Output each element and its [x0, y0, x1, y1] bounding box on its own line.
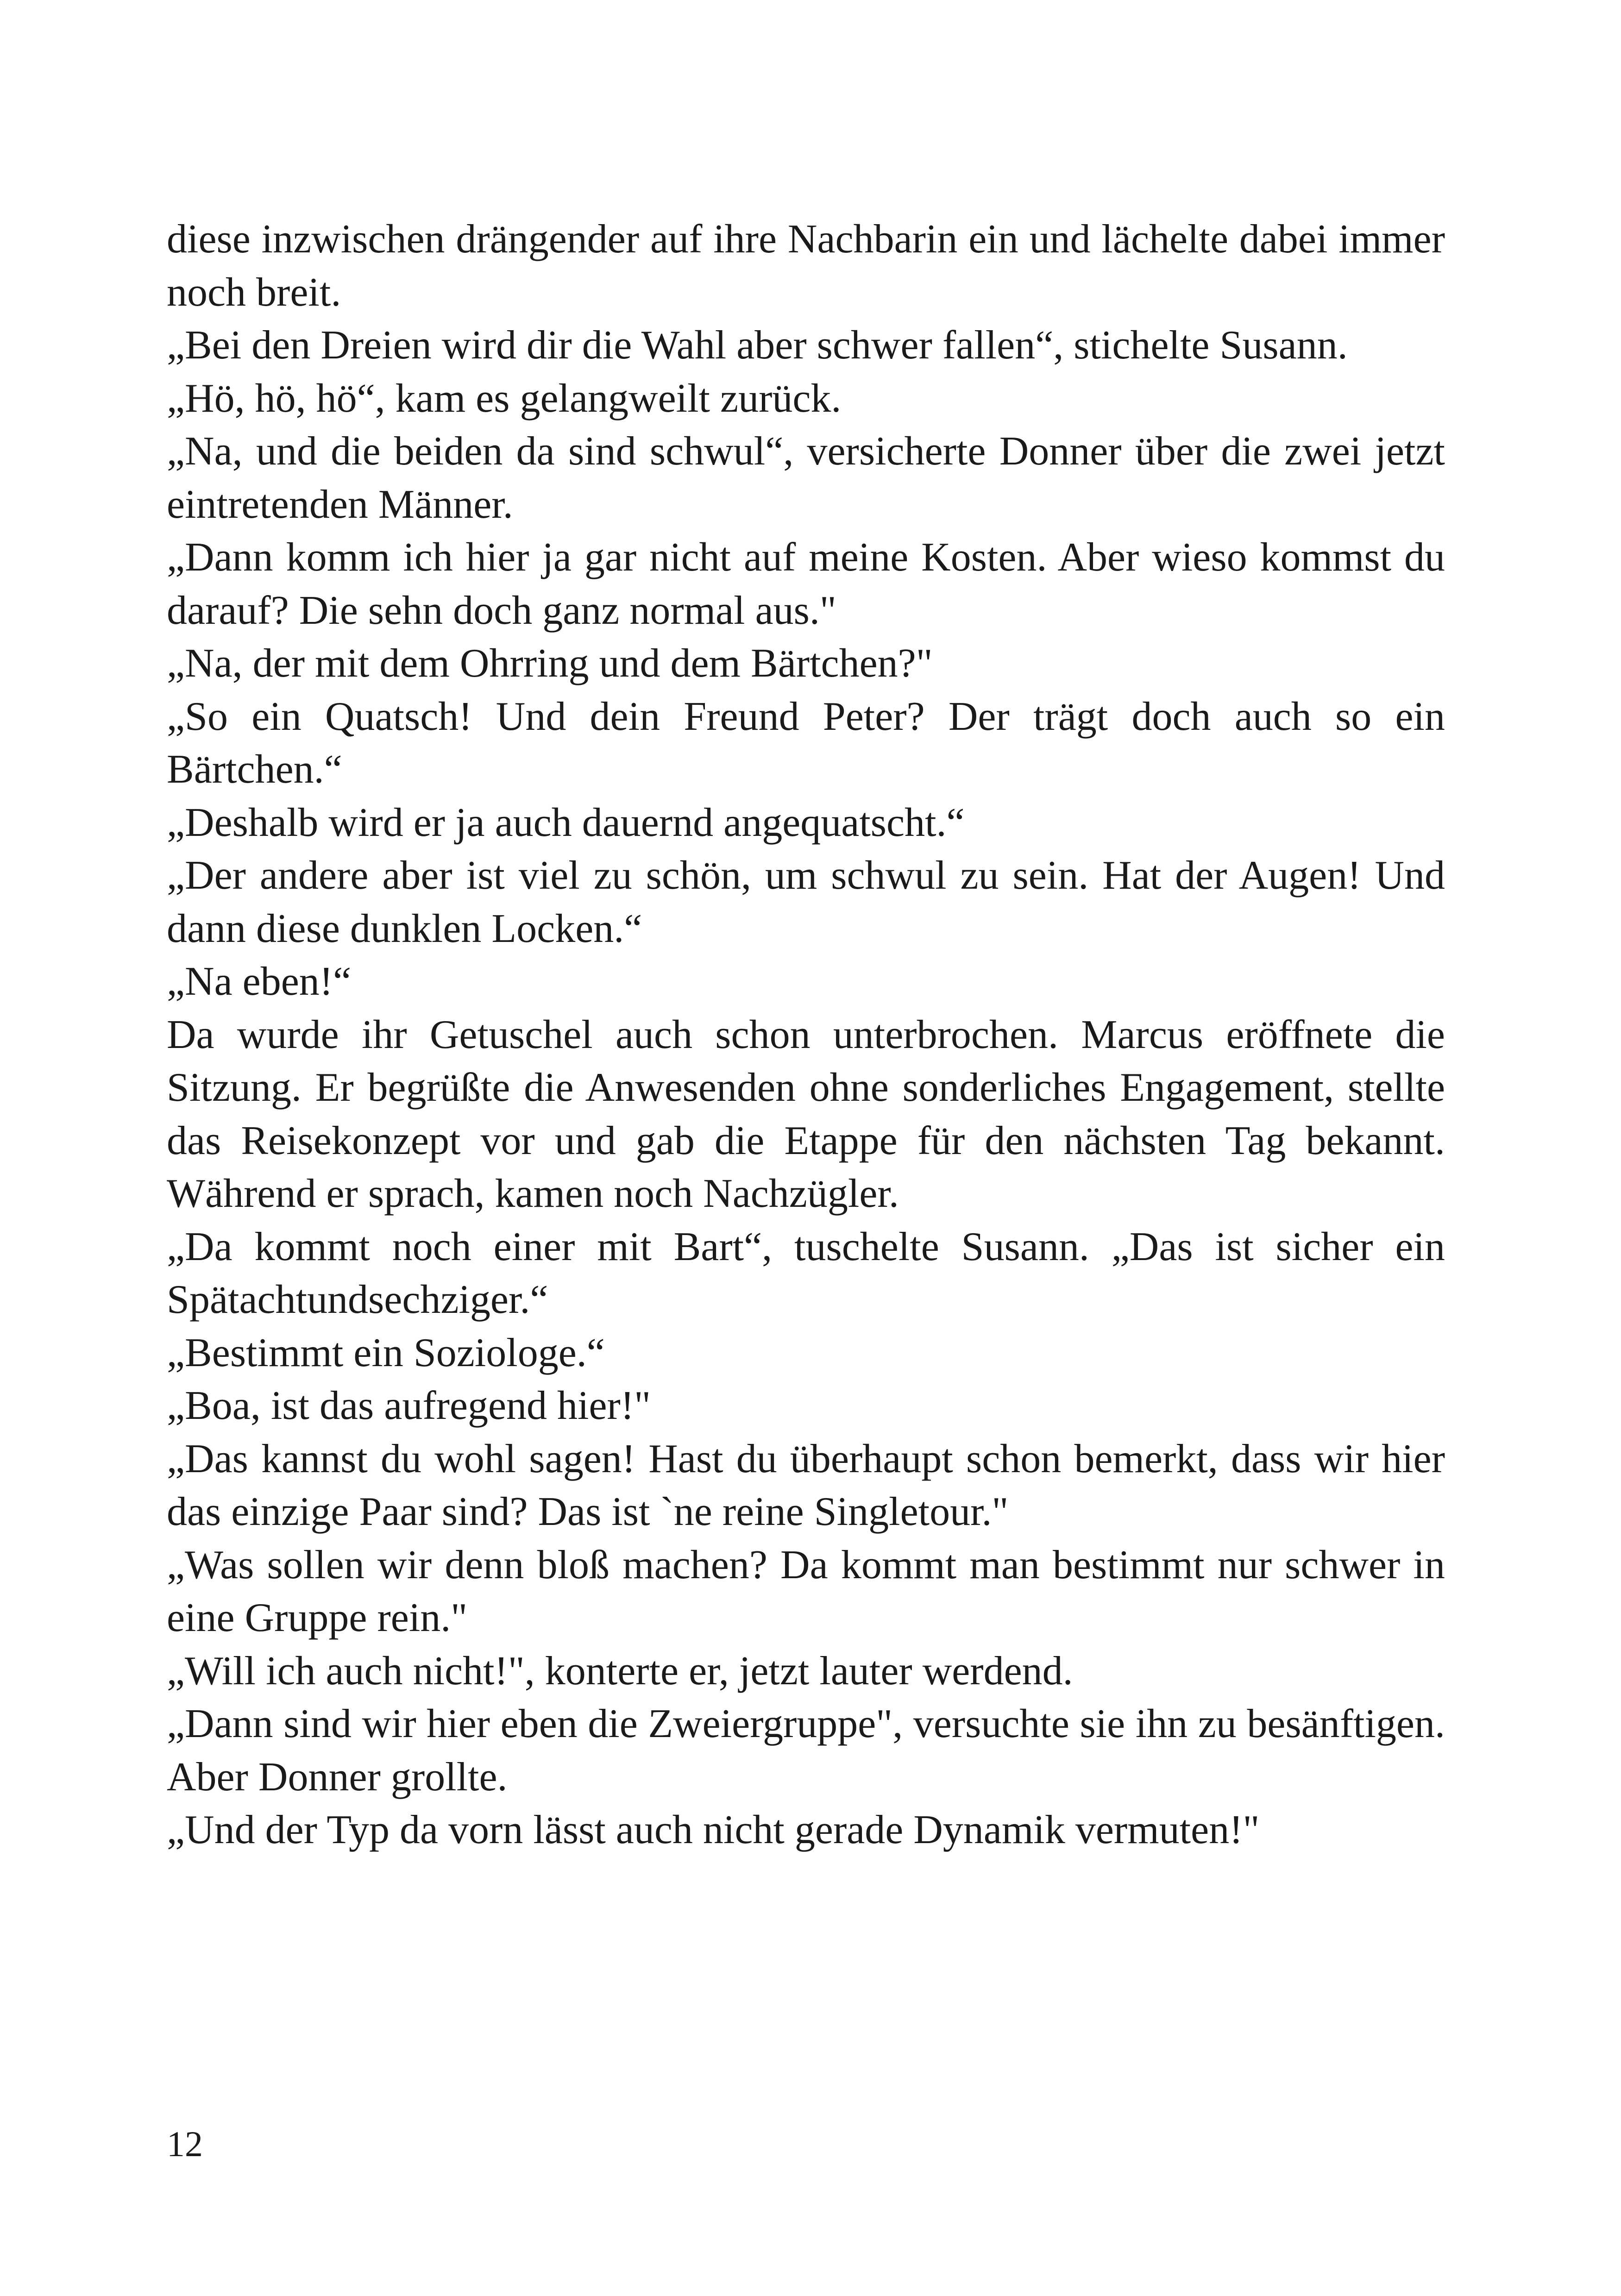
paragraph: „Und der Typ da vorn lässt auch nicht gerade Dynamik vermuten!" [167, 1807, 1260, 1852]
page-number: 12 [167, 2124, 203, 2164]
paragraph: „Bestimmt ein Soziologe.“ [167, 1330, 605, 1375]
paragraph: „Dann komm ich hier ja gar nicht auf meine Kosten. Aber wieso kommst du darauf? Die sehn doch ganz normal aus." [167, 535, 1445, 633]
paragraph: Da wurde ihr Getuschel auch schon unterbrochen. Marcus eröffnete die Sitzung. Er begrüßte die Anwesenden ohne sonderliches Engagement, stellte das Reisekonzept vor und gab die Etappe für den nächsten Tag bekannt. Während er sprach, kamen noch Nachzügler. [167, 1012, 1445, 1216]
paragraph: „Deshalb wird er ja auch dauernd angequatscht.“ [167, 800, 965, 845]
paragraph: „Na, und die beiden da sind schwul“, versicherte Donner über die zwei jetzt eintretenden Männer. [167, 429, 1445, 527]
paragraph: „Was sollen wir denn bloß machen? Da kommt man bestimmt nur schwer in eine Gruppe rein." [167, 1542, 1445, 1640]
paragraph: „Na eben!“ [167, 959, 352, 1004]
paragraph: „So ein Quatsch! Und dein Freund Peter? Der trägt doch auch so ein Bärtchen.“ [167, 694, 1445, 792]
paragraph: „Bei den Dreien wird dir die Wahl aber schwer fallen“, stichelte Susann. [167, 323, 1348, 368]
paragraph: „Das kannst du wohl sagen! Hast du überhaupt schon bemerkt, dass wir hier das einzige Paar sind? Das ist `ne reine Singletour." [167, 1436, 1445, 1534]
paragraph: „Der andere aber ist viel zu schön, um schwul zu sein. Hat der Augen! Und dann diese dunklen Locken.“ [167, 853, 1445, 951]
body-text [167, 213, 1445, 1857]
paragraph: diese inzwischen drängender auf ihre Nachbarin ein und lächelte dabei immer noch breit. [167, 217, 1445, 315]
paragraph: „Boa, ist das aufregend hier!" [167, 1383, 651, 1428]
paragraph: „Will ich auch nicht!", konterte er, jetzt lauter werdend. [167, 1648, 1073, 1694]
paragraph: „Na, der mit dem Ohrring und dem Bärtchen?" [167, 641, 933, 686]
paragraph: „Dann sind wir hier eben die Zweiergruppe", versuchte sie ihn zu besänftigen. Aber Donner grollte. [167, 1701, 1445, 1800]
paragraph: „Hö, hö, hö“, kam es gelangweilt zurück. [167, 376, 842, 421]
paragraph: „Da kommt noch einer mit Bart“, tuschelte Susann. „Das ist sicher ein Spätachtundsechziger.“ [167, 1224, 1445, 1322]
